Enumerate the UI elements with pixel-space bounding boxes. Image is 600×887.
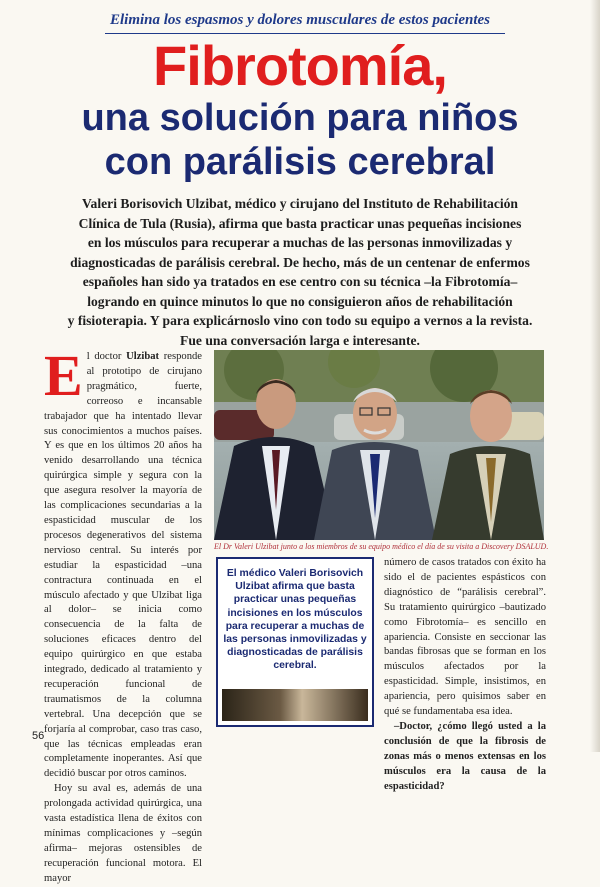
title-sub-line2: con parálisis cerebral — [104, 141, 496, 183]
pull-quote-text: El médico Valeri Borisovich Ulzibat afirma que basta practicar unas pequeñas incisiones en los músculos para recuperar a muchas de las personas inmovilizadas y diagnosticadas de parálisis cerebral. — [223, 568, 367, 672]
intro-line: Valeri Borisovich Ulzibat, médico y cirujano del Instituto de Rehabilitación — [81, 196, 518, 211]
interview-question: –Doctor, ¿cómo llegó usted a la conclusión de que la fibrosis de zonas más o menos extensas en los músculos era la causa de la espasticidad? — [384, 720, 546, 792]
article-paragraph — [44, 343, 202, 782]
surgery-photo-strip — [222, 689, 368, 721]
pull-quote-box — [216, 557, 374, 727]
intro-line: españoles han sido ya tratados en ese centro con su técnica –la Fibrotomía– — [82, 274, 518, 289]
intro-line: Fue una conversación larga e interesante. — [180, 332, 420, 348]
article-paragraph: Hoy su aval es, además de una prolongada actividad quirúrgica, una vasta estadística llena de éxitos con mínimas complicaciones y –según afirma– mejoras ostensibles de recuperación funcional motora. El mayor — [44, 783, 202, 884]
paragraph-lead: l doctor — [86, 351, 127, 362]
article-column-1 — [44, 343, 202, 887]
team-photo-illustration — [214, 350, 544, 540]
intro-line: diagnosticadas de parálisis cerebral. De hecho, más de un centenar de enfermos — [70, 254, 530, 270]
paragraph-rest: responde al prototipo de cirujano pragmático, fuerte, correoso e incansable trabajador que ha intentado llevar sus conocimientos a muchos países. Y es que en los últimos 20 años ha venido desarrollando una técnica quirúrgica simple y segura con la que asegura resolver la mayoría de las complicaciones secundarias a la espasticidad muscular de los procesos degenerativos del sistema nervioso central. Su interés por estudiar la espasticidad –una contractura continuada en el músculo afectado y que Ulzibat liga al dolor– se inicia como consecuencia de la falta de soluciones eficaces dentro del equipo quirúrgico en que estaba integrado, dedicado al tratamiento y recuperación funcional de traumatismos de la columna vertebral. Una decepción que se forjaría al comprobar, caso tras caso, que las técnicas empleadas eran completamente inoperantes. Así que decidió buscar por otros caminos. — [44, 351, 202, 780]
team-photo — [214, 350, 544, 540]
title-sub-line1: una solución para niños — [81, 97, 519, 139]
article-column-3 — [384, 556, 546, 795]
drop-cap: E — [44, 343, 83, 408]
intro-paragraph — [50, 194, 550, 350]
article-paragraph: número de casos tratados con éxito ha sido el de pacientes espásticos con diagnóstico de “parálisis cerebral”. Su tratamiento quirúrgico –bautizado como Fibrotomía– es sencillo en apariencia. Consiste en seccionar las bandas fibrosas que se forman en los músculos afectados por la espasticidad. Simple, insistimos, en apariencia, pero quisimos saber en qué se fundamentaba esa idea. — [384, 557, 546, 718]
title-main: Fibrotomía, — [153, 34, 447, 97]
page-number: 56 — [32, 730, 45, 742]
doctor-name: Ulzibat — [126, 351, 160, 362]
intro-line: en los músculos para recuperar a muchas de las personas inmovilizadas y — [87, 235, 513, 250]
intro-line: y fisioterapia. Y para explicárnoslo vino con todo su equipo a vernos a la revista. — [67, 313, 533, 328]
photo-caption: El Dr Valeri Ulzibat junto a los miembros de su equipo médico el día de su visita a Discovery DSALUD. — [214, 542, 549, 551]
intro-line: Clínica de Tula (Rusia), afirma que basta practicar unas pequeñas incisiones — [78, 215, 522, 231]
kicker: Elimina los espasmos y dolores musculares de estos pacientes — [109, 12, 490, 28]
intro-line: logrando en quince minutos lo que no consiguieron años de rehabilitación — [87, 293, 513, 309]
